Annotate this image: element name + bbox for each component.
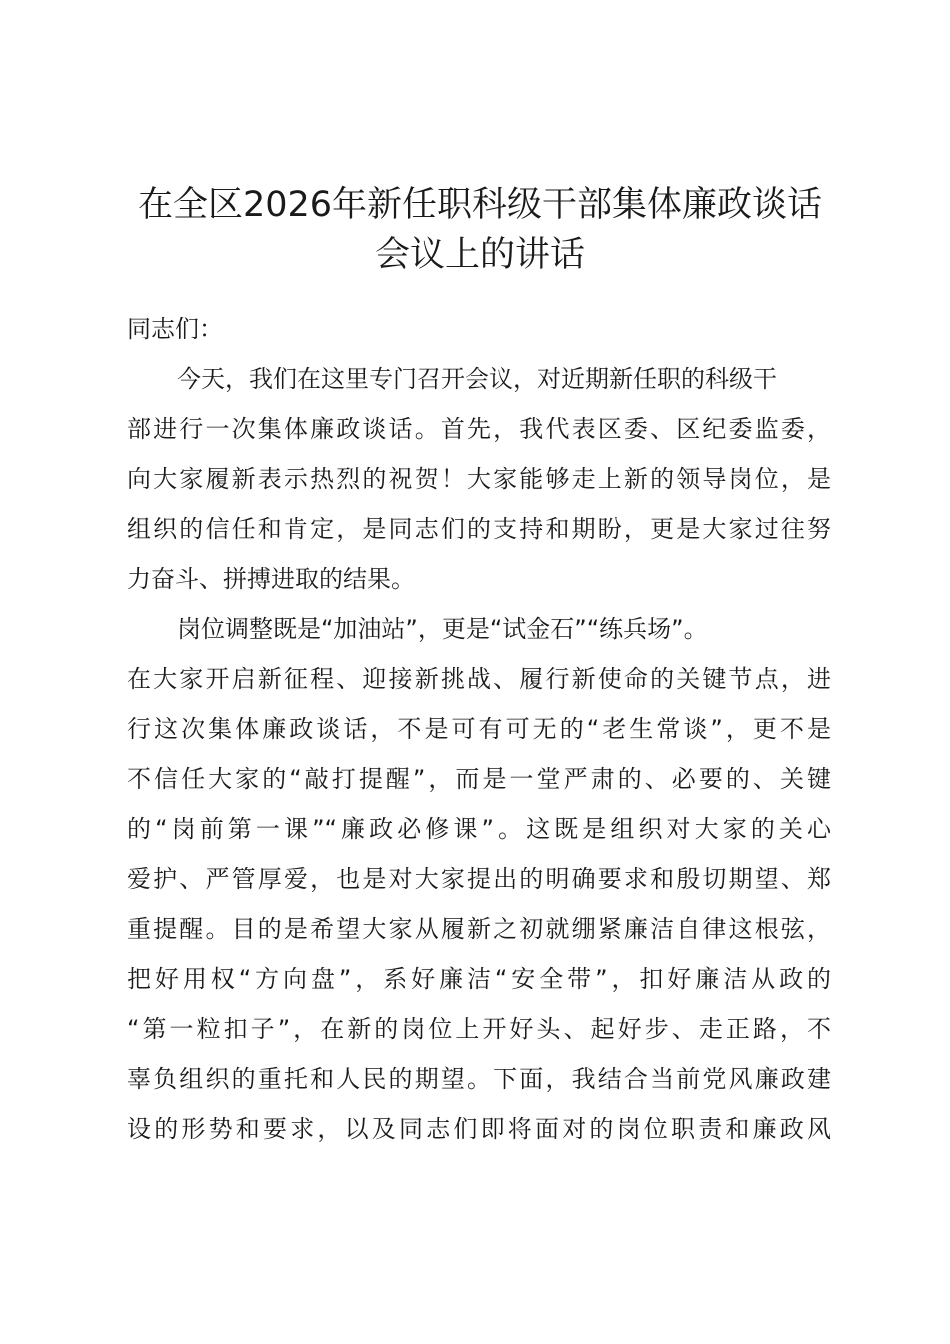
paragraph-2-line: 重提醒。目的是希望大家从履新之初就绷紧廉洁自律这根弦， bbox=[127, 915, 831, 943]
paragraph-1-line: 组织的信任和肯定，是同志们的支持和期盼，更是大家过往努 bbox=[127, 515, 831, 543]
document-title bbox=[110, 180, 850, 280]
paragraph-2-line: 把好用权“方向盘”，系好廉洁“安全带”，扣好廉洁从政的 bbox=[127, 965, 831, 993]
salutation: 同志们： bbox=[127, 315, 223, 343]
paragraph-1-line: 部进行一次集体廉政谈话。首先，我代表区委、区纪委监委， bbox=[127, 415, 831, 443]
paragraph-1-line: 今天，我们在这里专门召开会议，对近期新任职的科级干 bbox=[177, 365, 777, 393]
paragraph-2-line: 爱护、严管厚爱，也是对大家提出的明确要求和殷切期望、郑 bbox=[127, 865, 831, 893]
paragraph-2-line: “第一粒扣子”，在新的岗位上开好头、起好步、走正路，不 bbox=[127, 1015, 831, 1043]
paragraph-2-line: 设的形势和要求，以及同志们即将面对的岗位职责和廉政风 bbox=[127, 1115, 831, 1143]
paragraph-2-line: 在大家开启新征程、迎接新挑战、履行新使命的关键节点，进 bbox=[127, 665, 831, 693]
paragraph-1-line: 向大家履新表示热烈的祝贺！大家能够走上新的领导岗位，是 bbox=[127, 465, 831, 493]
title-line-2: 会议上的讲话 bbox=[374, 235, 585, 275]
paragraph-1-line: 力奋斗、拼搏进取的结果。 bbox=[127, 565, 415, 593]
paragraph-2-line: 岗位调整既是“加油站”，更是“试金石”“练兵场”。 bbox=[177, 615, 708, 643]
paragraph-1 bbox=[127, 354, 837, 604]
title-line-1: 在全区2026年新任职科级干部集体廉政谈话 bbox=[137, 185, 823, 225]
paragraph-2-line: 不信任大家的“敲打提醒”，而是一堂严肃的、必要的、关键 bbox=[127, 765, 831, 793]
paragraph-2-line: 行这次集体廉政谈话，不是可有可无的“老生常谈”，更不是 bbox=[127, 715, 831, 743]
paragraph-2-line: 辜负组织的重托和人民的期望。下面，我结合当前党风廉政建 bbox=[127, 1065, 831, 1093]
paragraph-2-line: 的“岗前第一课”“廉政必修课”。这既是组织对大家的关心 bbox=[127, 815, 831, 843]
paragraph-2 bbox=[127, 604, 837, 1154]
document-body bbox=[127, 304, 837, 1154]
